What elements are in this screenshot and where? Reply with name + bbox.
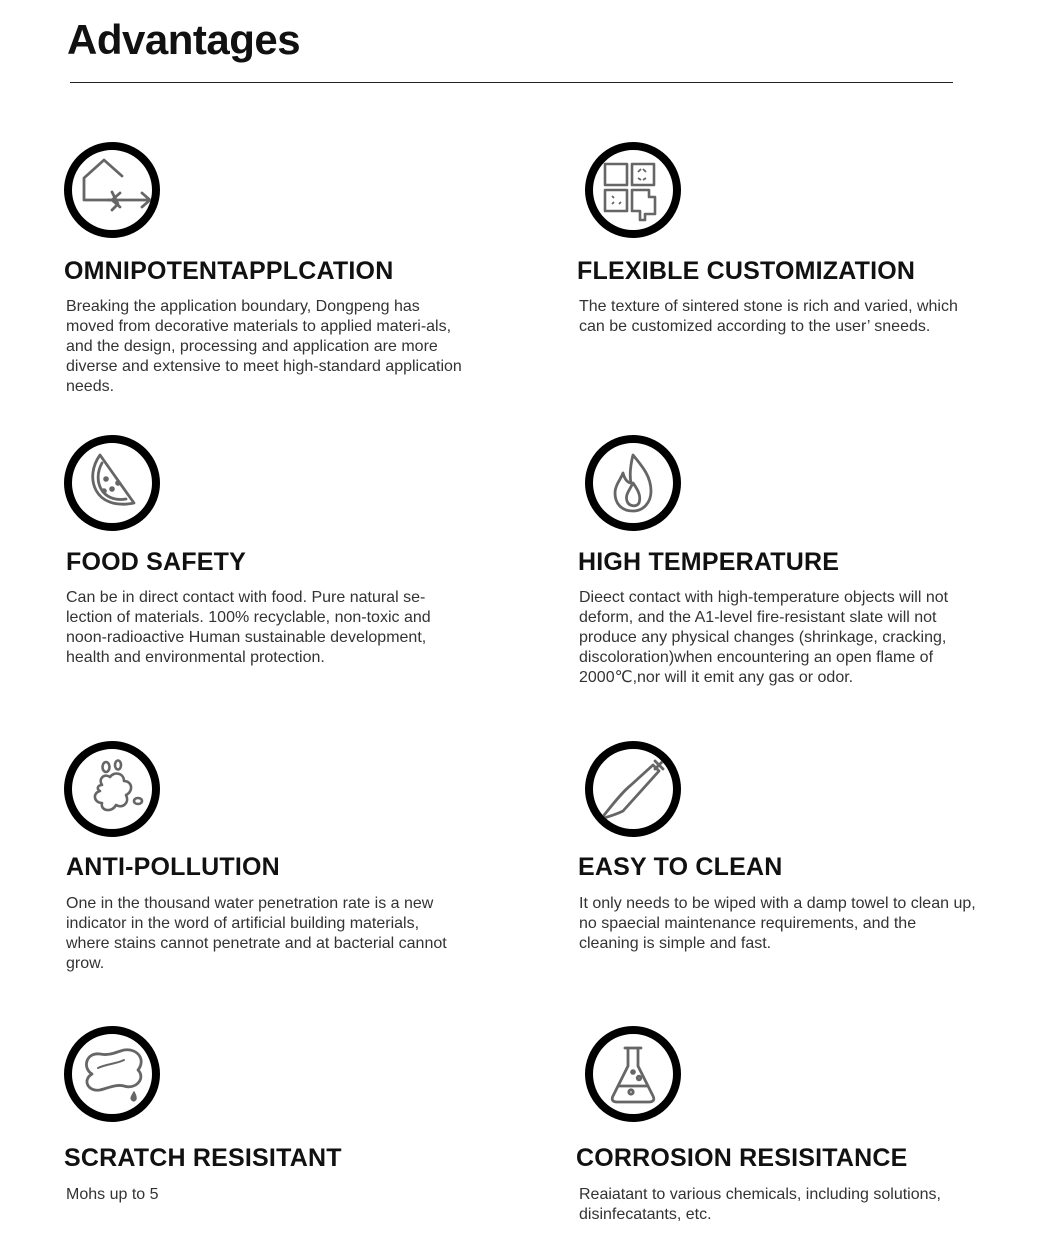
card-description: The texture of sintered stone is rich and varied, which can be customized according to the user’ sneeds. — [579, 298, 958, 335]
card-heading: ANTI-POLLUTION — [66, 853, 280, 881]
flask-icon — [585, 1026, 681, 1122]
sponge-icon — [64, 1026, 160, 1122]
card-heading: FOOD SAFETY — [66, 548, 246, 576]
knife-icon — [585, 741, 681, 837]
card-description: Dieect contact with high-temperature objects will not deform, and the A1-level fire-resistant slate will not produce any physical changes (shrinkage, cracking, discoloration)when encountering an open flame of 2000℃,nor will it emit any gas or odor. — [579, 589, 949, 686]
card-description: Breaking the application boundary, Dongpeng has moved from decorative materials to applied materi-als, and the design, processing and application are more diverse and extensive to meet high-standard application needs. — [66, 298, 462, 395]
card-heading: EASY TO CLEAN — [578, 853, 783, 881]
card-heading: FLEXIBLE CUSTOMIZATION — [577, 257, 916, 285]
flame-icon — [585, 435, 681, 531]
card-description: It only needs to be wiped with a damp towel to clean up, no spaecial maintenance requirements, and the cleaning is simple and fast. — [579, 895, 976, 952]
title-divider — [70, 82, 953, 83]
card-heading: CORROSION RESISITANCE — [576, 1144, 908, 1172]
card-heading: HIGH TEMPERATURE — [578, 548, 840, 576]
stain-splash-icon — [64, 741, 160, 837]
card-heading: SCRATCH RESISITANT — [64, 1144, 342, 1172]
page-title: Advantages — [67, 16, 301, 63]
watermelon-icon — [64, 435, 160, 531]
house-expand-icon — [64, 142, 160, 238]
card-description: Can be in direct contact with food. Pure natural se-lection of materials. 100% recyclable, non-toxic and noon-radioactive Human sustainable development, health and environmental protection. — [66, 589, 431, 666]
card-description: One in the thousand water penetration rate is a new indicator in the word of artificial building materials, where stains cannot penetrate and at bacterial cannot grow. — [66, 895, 447, 972]
tiles-grid-icon — [585, 142, 681, 238]
card-description: Reaiatant to various chemicals, including solutions, disinfecatants, etc. — [579, 1186, 941, 1223]
card-heading: OMNIPOTENTAPPLCATION — [64, 257, 394, 285]
card-description: Mohs up to 5 — [66, 1186, 159, 1203]
